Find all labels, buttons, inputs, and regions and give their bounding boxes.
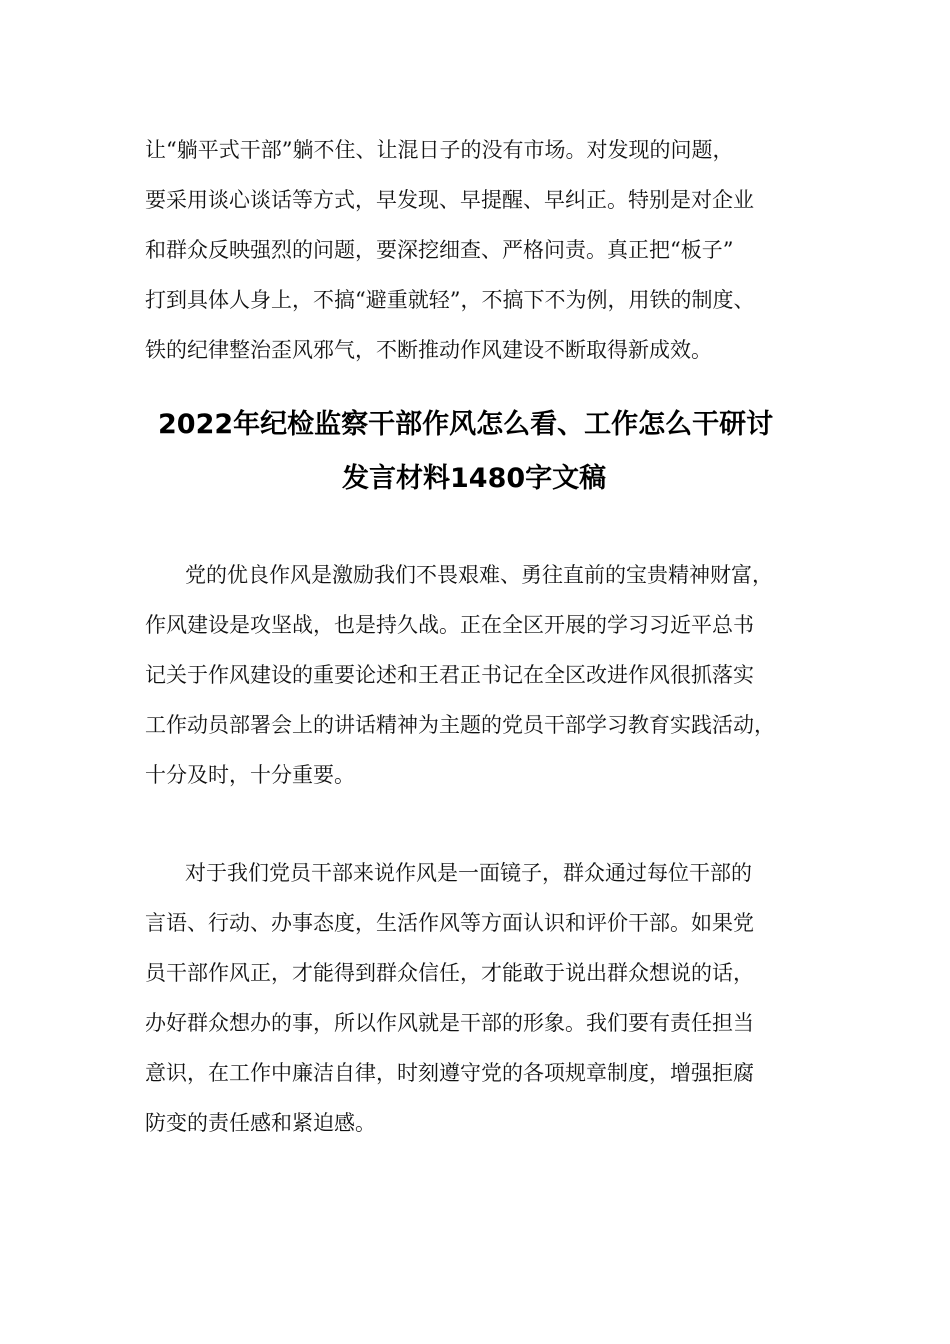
paragraph-2-line-5: 意识，在工作中廉洁自律，时刻遵守党的各项规章制度，增强拒腐 xyxy=(145,1061,754,1085)
paragraph-1-line-4: 工作动员部署会上的讲话精神为主题的党员干部学习教育实践活动， xyxy=(145,713,775,737)
paragraph-1-line-3: 记关于作风建设的重要论述和王君正书记在全区改进作风很抓落实 xyxy=(145,663,754,687)
paragraph-2-line-1: 对于我们党员干部来说作风是一面镜子，群众通过每位干部的 xyxy=(185,861,752,885)
intro-line-1: 让“躺平式干部”躺不住、让混日子的没有市场。对发现的问题， xyxy=(145,138,734,162)
paragraph-1-line-2: 作风建设是攻坚战，也是持久战。正在全区开展的学习习近平总书 xyxy=(145,613,754,637)
paragraph-1-line-5: 十分及时，十分重要。 xyxy=(145,763,355,787)
title-line-2: 发言材料1480字文稿 xyxy=(342,463,607,494)
intro-line-3: 和群众反映强烈的问题，要深挖细查、严格问责。真正把“板子” xyxy=(145,238,734,262)
paragraph-1-line-1: 党的优良作风是激励我们不畏艰难、勇往直前的宝贵精神财富， xyxy=(185,563,773,587)
paragraph-2-line-4: 办好群众想办的事，所以作风就是干部的形象。我们要有责任担当 xyxy=(145,1011,754,1035)
paragraph-2-line-3: 员干部作风正，才能得到群众信任，才能敢于说出群众想说的话， xyxy=(145,961,754,985)
paragraph-2-line-2: 言语、行动、办事态度，生活作风等方面认识和评价干部。如果党 xyxy=(145,911,754,935)
title-line-1: 2022年纪检监察干部作风怎么看、工作怎么干研讨 xyxy=(158,409,774,440)
intro-line-2: 要采用谈心谈话等方式，早发现、早提醒、早纠正。特别是对企业 xyxy=(145,188,754,212)
intro-line-4: 打到具体人身上，不搞“避重就轻”，不搞下不为例，用铁的制度、 xyxy=(145,288,755,312)
paragraph-2-line-6: 防变的责任感和紧迫感。 xyxy=(145,1111,376,1135)
intro-line-5: 铁的纪律整治歪风邪气，不断推动作风建设不断取得新成效。 xyxy=(145,338,712,362)
